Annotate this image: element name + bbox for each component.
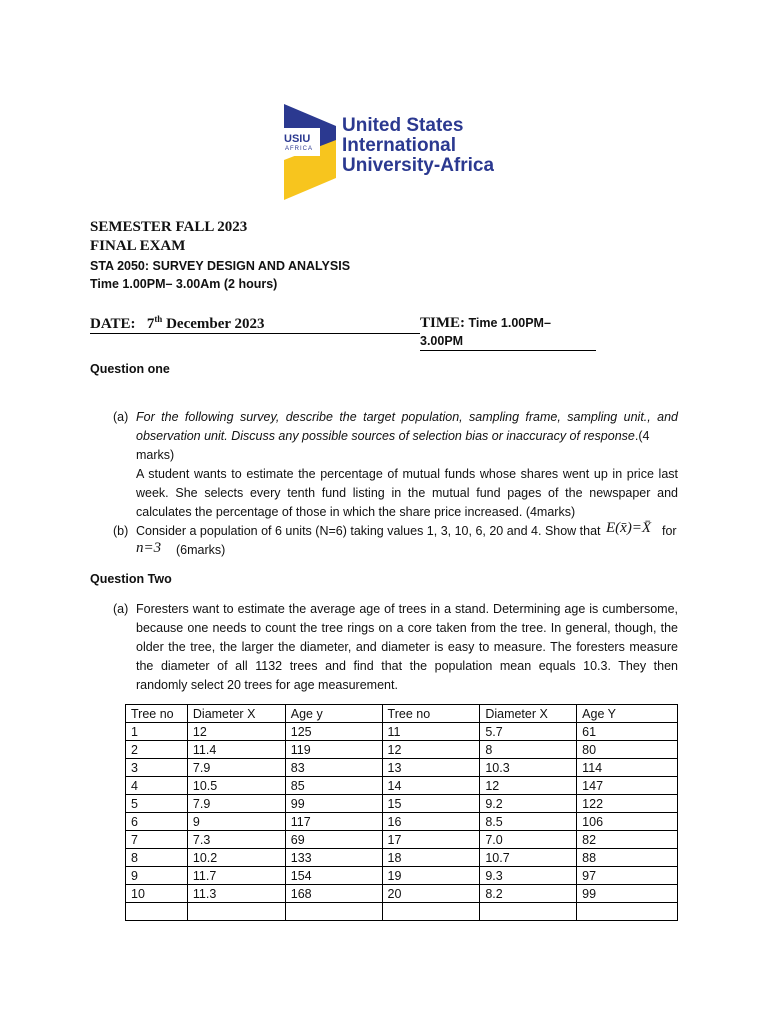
date-rest: December 2023	[162, 316, 265, 332]
q1-a-instruction-line-1: For the following survey, describe the target population, sampling frame, sampling unit., and	[136, 410, 678, 424]
table-cell: 119	[285, 741, 382, 759]
semester-heading: SEMESTER FALL 2023	[90, 219, 248, 235]
table-cell: 2	[126, 741, 188, 759]
header-diameter-x-2: Diameter X	[480, 705, 577, 723]
logo-name-line-1: United States	[342, 115, 464, 136]
table-row	[126, 777, 678, 795]
table-cell: 9	[187, 813, 285, 831]
table-cell: 1	[126, 723, 188, 741]
header-tree-no-2: Tree no	[382, 705, 480, 723]
table-row	[126, 867, 678, 885]
table-cell: 9	[126, 867, 188, 885]
table-cell: 9.2	[480, 795, 577, 813]
logo-name-line-2: International	[342, 135, 457, 156]
tree-data-table	[125, 704, 678, 921]
table-cell: 3	[126, 759, 188, 777]
table-cell: 10.5	[187, 777, 285, 795]
exam-heading: FINAL EXAM	[90, 238, 186, 254]
table-cell: 7	[126, 831, 188, 849]
table-cell: 4	[126, 777, 188, 795]
q2-a-line-5: randomly select 20 trees for age measurement.	[136, 678, 398, 692]
q1-b-marks: (6marks)	[176, 543, 226, 557]
table-cell	[480, 903, 577, 921]
q1-b-for: for	[662, 524, 677, 538]
q1-a-marks-start: .(4	[634, 429, 650, 443]
table-cell: 97	[577, 867, 678, 885]
q2-a-line-3: older the tree, the larger the diameter, and diameter is easy to measure. The foresters measure	[136, 640, 678, 654]
table-cell: 8.5	[480, 813, 577, 831]
q1-b-expectation-formula: E(x̄)=X̄	[606, 520, 652, 536]
table-cell: 18	[382, 849, 480, 867]
table-cell	[187, 903, 285, 921]
table-cell: 10.2	[187, 849, 285, 867]
table-cell: 19	[382, 867, 480, 885]
table-cell	[126, 903, 188, 921]
table-cell: 83	[285, 759, 382, 777]
table-cell: 9.3	[480, 867, 577, 885]
table-cell: 114	[577, 759, 678, 777]
table-row	[126, 795, 678, 813]
table-cell: 99	[285, 795, 382, 813]
table-row	[126, 849, 678, 867]
table-cell: 85	[285, 777, 382, 795]
table-cell: 80	[577, 741, 678, 759]
q2-a-line-4: the diameter of all 1132 trees and find that the population mean equals 10.3. They then	[136, 659, 678, 673]
table-row	[126, 831, 678, 849]
table-cell: 15	[382, 795, 480, 813]
q1-a-body-line-3: calculates the percentage of those in which the share price increased. (4marks)	[136, 505, 576, 519]
table-cell: 12	[480, 777, 577, 795]
table-cell: 88	[577, 849, 678, 867]
table-header-row	[126, 705, 678, 723]
time-line	[420, 314, 596, 351]
table-row	[126, 759, 678, 777]
header-age-y-2: Age Y	[577, 705, 678, 723]
table-cell: 17	[382, 831, 480, 849]
q1-a-body-line-1: A student wants to estimate the percentage of mutual funds whose shares went up in price last	[136, 467, 678, 481]
table-cell: 122	[577, 795, 678, 813]
table-cell: 10.7	[480, 849, 577, 867]
table-cell: 12	[382, 741, 480, 759]
table-cell: 11.4	[187, 741, 285, 759]
q2-a-line-1: Foresters want to estimate the average age of trees in a stand. Determining age is cumbersome,	[136, 602, 678, 616]
table-cell: 11	[382, 723, 480, 741]
table-cell: 7.9	[187, 795, 285, 813]
table-row	[126, 741, 678, 759]
table-cell: 133	[285, 849, 382, 867]
table-cell: 117	[285, 813, 382, 831]
logo-mark-text: USIU	[284, 133, 311, 145]
date-label: DATE:	[90, 316, 136, 332]
table-cell	[577, 903, 678, 921]
table-cell: 8	[480, 741, 577, 759]
table-cell: 69	[285, 831, 382, 849]
exam-duration: Time 1.00PM– 3.00Am (2 hours)	[90, 277, 278, 291]
table-cell: 14	[382, 777, 480, 795]
table-cell: 5	[126, 795, 188, 813]
time-value: Time 1.00PM– 3.00PM	[420, 316, 551, 348]
table-cell: 99	[577, 885, 678, 903]
date-day: 7	[146, 316, 155, 332]
q1-b-sample-size: n=3	[136, 540, 162, 556]
table-cell: 125	[285, 723, 382, 741]
table-cell: 10.3	[480, 759, 577, 777]
table-row	[126, 903, 678, 921]
q1-part-b-label: (b)	[113, 524, 129, 538]
table-cell: 168	[285, 885, 382, 903]
table-cell: 12	[187, 723, 285, 741]
date-line	[90, 314, 420, 334]
q2-part-a-label: (a)	[113, 602, 129, 616]
q1-b-text: Consider a population of 6 units (N=6) taking values 1, 3, 10, 6, 20 and 4. Show that	[136, 524, 601, 538]
table-cell: 13	[382, 759, 480, 777]
table-cell: 10	[126, 885, 188, 903]
q1-a-instruction-text: observation unit. Discuss any possible sources of selection bias or inaccuracy of response	[136, 429, 635, 443]
table-cell: 147	[577, 777, 678, 795]
time-label: TIME:	[420, 315, 465, 331]
table-cell: 11.7	[187, 867, 285, 885]
table-cell: 7.3	[187, 831, 285, 849]
table-row	[126, 813, 678, 831]
table-cell: 11.3	[187, 885, 285, 903]
table-cell: 8.2	[480, 885, 577, 903]
logo-name-line-3: University-Africa	[342, 155, 494, 176]
table-cell: 20	[382, 885, 480, 903]
course-title: STA 2050: SURVEY DESIGN AND ANALYSIS	[90, 259, 351, 273]
q1-a-instruction-line-2	[136, 427, 649, 446]
table-cell: 82	[577, 831, 678, 849]
header-diameter-x: Diameter X	[187, 705, 285, 723]
q2-a-line-2: because one needs to count the tree rings on a core taken from the tree. In general, though, the	[136, 621, 678, 635]
table-cell: 61	[577, 723, 678, 741]
header-tree-no: Tree no	[126, 705, 188, 723]
usiu-africa-logo	[282, 104, 494, 200]
table-cell: 6	[126, 813, 188, 831]
question-one-title: Question one	[90, 362, 170, 376]
q1-part-a-label: (a)	[113, 410, 129, 424]
table-cell	[382, 903, 480, 921]
table-row	[126, 885, 678, 903]
q1-a-body-line-2: week. She selects every tenth fund listing in the mutual fund pages of the newspaper and	[136, 486, 678, 500]
table-cell: 154	[285, 867, 382, 885]
table-cell: 5.7	[480, 723, 577, 741]
table-cell: 7.0	[480, 831, 577, 849]
table-cell: 16	[382, 813, 480, 831]
table-row	[126, 723, 678, 741]
table-cell	[285, 903, 382, 921]
logo-mark-subtext: AFRICA	[285, 146, 314, 152]
header-age-y: Age y	[285, 705, 382, 723]
q1-a-marks: marks)	[136, 448, 175, 462]
table-cell: 7.9	[187, 759, 285, 777]
table-body	[126, 723, 678, 921]
question-two-title: Question Two	[90, 572, 172, 586]
table-cell: 8	[126, 849, 188, 867]
table-cell: 106	[577, 813, 678, 831]
date-superscript: th	[154, 314, 163, 324]
